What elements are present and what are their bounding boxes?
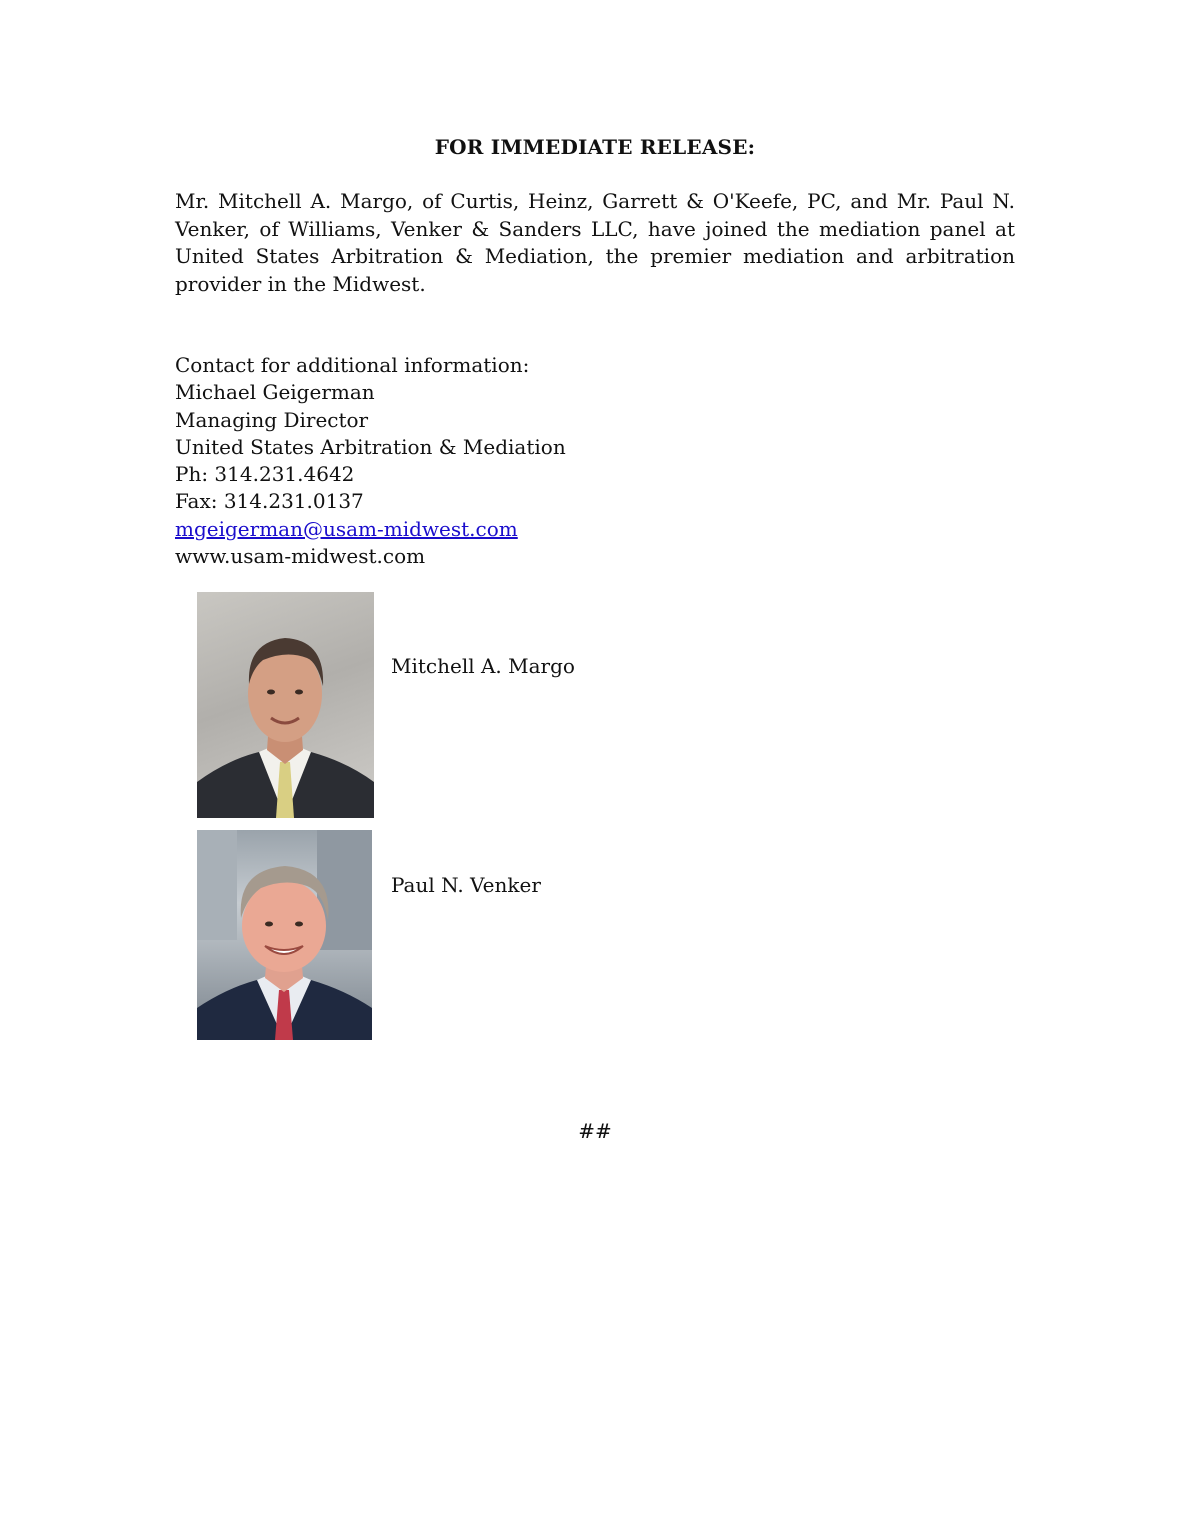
caption-venker: Paul N. Venker	[391, 873, 541, 897]
contact-block	[175, 352, 875, 570]
contact-organization: United States Arbitration & Mediation	[175, 434, 566, 459]
contact-title: Managing Director	[175, 407, 369, 432]
portrait-photo-venker	[197, 830, 372, 1040]
intro-paragraph: Mr. Mitchell A. Margo, of Curtis, Heinz, Garrett & O'Keefe, PC, and Mr. Paul N. Venker, of Williams, Venker & Sanders LLC, have joined the mediation panel at United States Arbitration & Mediation, the premier mediation and arbitration provider in the Midwest.	[175, 189, 1015, 296]
contact-phone: Ph: 314.231.4642	[175, 462, 355, 487]
contact-fax: Fax: 314.231.0137	[175, 489, 364, 514]
contact-label: Contact for additional information:	[175, 353, 530, 377]
contact-name: Michael Geigerman	[175, 380, 375, 405]
contact-email-link[interactable]: mgeigerman@usam-midwest.com	[175, 516, 518, 541]
contact-website: www.usam-midwest.com	[175, 544, 426, 569]
release-heading: FOR IMMEDIATE RELEASE:	[434, 135, 756, 159]
portrait-photo-margo	[197, 592, 374, 818]
caption-margo: Mitchell A. Margo	[391, 654, 575, 678]
end-mark: ##	[578, 1119, 612, 1143]
